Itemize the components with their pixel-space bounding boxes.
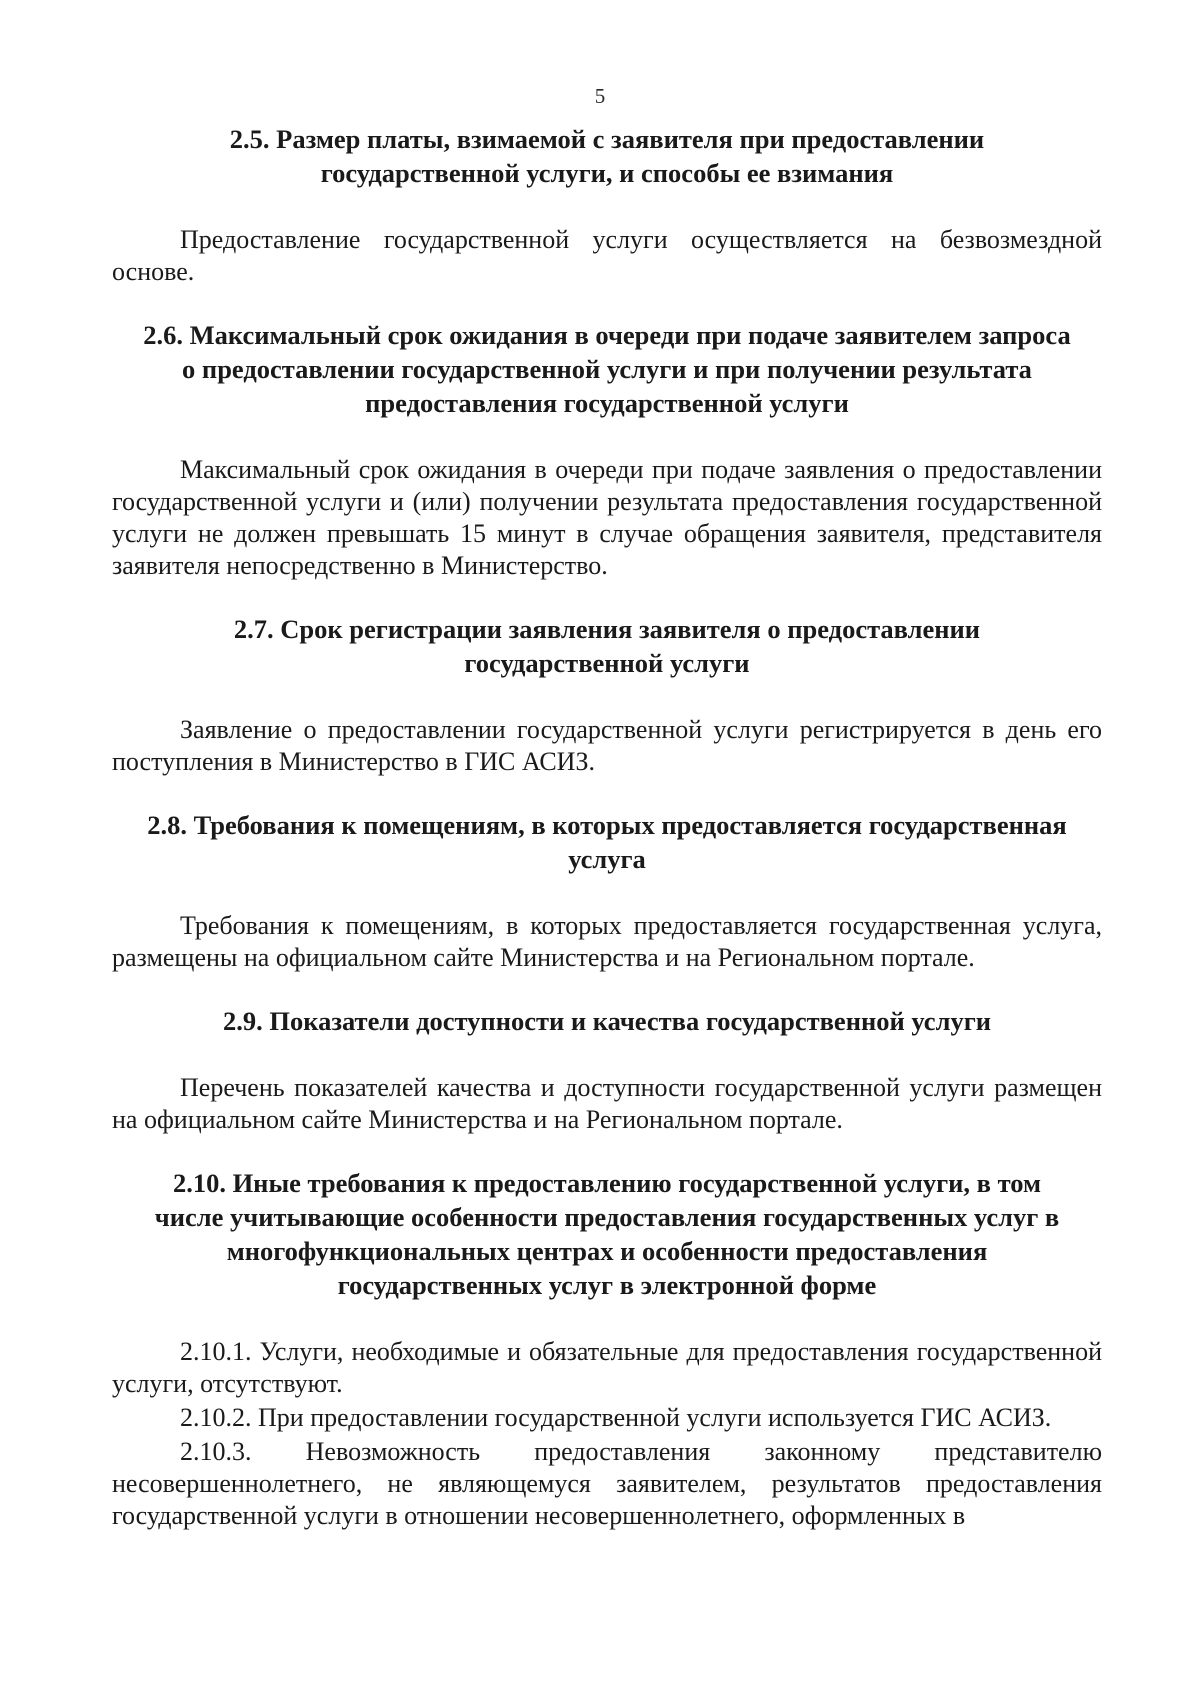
section-heading: [112, 808, 1102, 876]
paragraph: Заявление о предоставлении государственной услуги регистрируется в день его поступления в Министерство в ГИС АСИЗ.: [112, 715, 1102, 776]
heading-line: 2.10. Иные требования к предоставлению государственной услуги, в том: [172, 1168, 1042, 1198]
heading-line: 2.5. Размер платы, взимаемой с заявителя при предоставлении: [229, 124, 985, 154]
heading-line: многофункциональных центрах и особенности предоставления: [226, 1236, 988, 1266]
heading-line: 2.6. Максимальный срок ожидания в очереди при подаче заявителем запроса: [143, 320, 1071, 350]
section-heading: [112, 612, 1102, 680]
paragraph: 2.10.2. При предоставлении государственной услуги используется ГИС АСИЗ.: [180, 1403, 1052, 1432]
paragraph: Перечень показателей качества и доступности государственной услуги размещен на официальном сайте Министерства и на Региональном портале.: [112, 1073, 1102, 1134]
heading-line: государственной услуги, и способы ее взимания: [320, 158, 894, 188]
section-2-5: [112, 122, 1102, 288]
section-2-10: [112, 1166, 1102, 1532]
section-2-6: [112, 318, 1102, 582]
heading-line: числе учитывающие особенности предоставления государственных услуг в: [154, 1202, 1060, 1232]
page-number: 5: [594, 84, 606, 108]
heading-line: 2.8. Требования к помещениям, в которых предоставляется государственная: [147, 810, 1067, 840]
section-2-9: [112, 1004, 1102, 1136]
paragraph: Требования к помещениям, в которых предоставляется государственная услуга, размещены на официальном сайте Министерства и на Региональном портале.: [112, 911, 1102, 972]
section-2-8: [112, 808, 1102, 974]
heading-line: 2.9. Показатели доступности и качества государственной услуги: [222, 1006, 991, 1036]
paragraph: 2.10.1. Услуги, необходимые и обязательные для предоставления государственной услуги, отсутствуют.: [112, 1337, 1102, 1398]
heading-line: государственных услуг в электронной форме: [337, 1270, 877, 1300]
paragraph: 2.10.3. Невозможность предоставления законному представителю несовершеннолетнего, не являющемуся заявителем, результатов предоставления государственной услуги в отношении несовершеннолетнего, оформленных в: [112, 1437, 1102, 1530]
section-heading: [112, 1004, 1102, 1038]
paragraph: Максимальный срок ожидания в очереди при подаче заявления о предоставлении государственной услуги и (или) получении результата предоставления государственной услуги не должен превышать 15 минут в случае обращения заявителя, представителя заявителя непосредственно в Министерство.: [112, 455, 1102, 580]
heading-line: о предоставлении государственной услуги и при получении результата: [182, 354, 1032, 384]
section-heading: [112, 1166, 1102, 1302]
heading-line: предоставления государственной услуги: [365, 388, 849, 418]
document-body: [112, 122, 1102, 1532]
heading-line: услуга: [568, 844, 646, 874]
section-2-7: [112, 612, 1102, 778]
heading-line: 2.7. Срок регистрации заявления заявителя о предоставлении: [233, 614, 981, 644]
heading-line: государственной услуги: [464, 648, 750, 678]
section-heading: [112, 318, 1102, 420]
paragraph: Предоставление государственной услуги осуществляется на безвозмездной основе.: [112, 225, 1102, 286]
section-heading: [112, 122, 1102, 190]
